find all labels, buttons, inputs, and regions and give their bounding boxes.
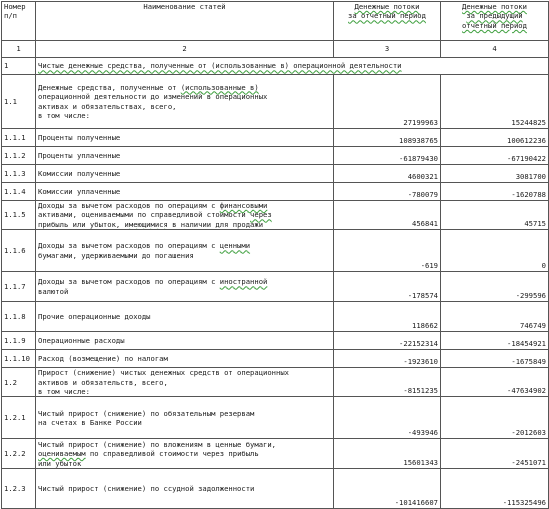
previous-period-value: -2451071 [441,439,549,469]
row-label: Денежные средства, полученные от (использованные в) операционной деятельности до изменений в операционных активах и обязательствах, всего, в том числе: [36,75,334,129]
previous-period-value: 3081700 [441,165,549,183]
header-name [36,2,334,41]
previous-period-value: 0 [441,230,549,272]
previous-period-value: -299596 [441,272,549,302]
row-label: Расход (возмещение) по налогам [36,350,334,368]
table-row [2,439,549,469]
table-row [2,368,549,397]
previous-period-value: -67190422 [441,147,549,165]
current-period-value: 118662 [334,302,441,332]
column-index-row [2,41,549,58]
row-number: 1.1.8 [2,302,36,332]
row-label: Операционные расходы [36,332,334,350]
row-label: Доходы за вычетом расходов по операциям с финансовыми активами, оцениваемыми по справедливой стоимости через прибыль или убыток, имеющимися в наличии для продажи [36,201,334,230]
row-label: Доходы за вычетом расходов по операциям с ценными бумагами, удерживаемыми до погашения [36,230,334,272]
previous-period-value: -47634902 [441,368,549,397]
row-number: 1.1.4 [2,183,36,201]
index-2: 2 [36,41,334,58]
row-number: 1.1.7 [2,272,36,302]
row-number: 1.1.10 [2,350,36,368]
header-row [2,2,549,41]
current-period-value: 456841 [334,201,441,230]
section-title-text: Чистые денежные средства, полученные от (использованные в) операционной деятельности [38,61,402,71]
row-number: 1.1.3 [2,165,36,183]
row-number: 1.1.6 [2,230,36,272]
previous-period-value: -1675849 [441,350,549,368]
header-number-text: Номер п/п [4,2,26,21]
current-period-value: -101416607 [334,469,441,509]
previous-period-value: 746749 [441,302,549,332]
previous-period-value: -18454921 [441,332,549,350]
header-prev-text: Денежные потоки за предыдущий отчетный период [462,2,527,30]
current-period-value: -22152314 [334,332,441,350]
current-period-value: -178574 [334,272,441,302]
header-current-text: Денежные потоки за отчетный период [348,2,426,21]
table-row [2,302,549,332]
section-number: 1 [2,58,36,75]
row-number: 1.1.2 [2,147,36,165]
current-period-value: -619 [334,230,441,272]
table-row [2,350,549,368]
previous-period-value: 15244825 [441,75,549,129]
header-prev [441,2,549,41]
row-label: Прочие операционные доходы [36,302,334,332]
table-row [2,147,549,165]
section-title [36,58,549,75]
index-3: 3 [334,41,441,58]
row-number: 1.1 [2,75,36,129]
previous-period-value: 100612236 [441,129,549,147]
row-label: Чистый прирост (снижение) по обязательным резервам на счетах в Банке России [36,397,334,439]
row-label: Комиссии полученные [36,165,334,183]
current-period-value: 15601343 [334,439,441,469]
previous-period-value: 45715 [441,201,549,230]
table-row [2,272,549,302]
row-label: Чистый прирост (снижение) по ссудной задолженности [36,469,334,509]
current-period-value: -493946 [334,397,441,439]
row-label: Проценты уплаченные [36,147,334,165]
current-period-value: -1923610 [334,350,441,368]
row-number: 1.2 [2,368,36,397]
table-row [2,397,549,439]
previous-period-value: -1620788 [441,183,549,201]
table-row [2,332,549,350]
current-period-value: 4600321 [334,165,441,183]
row-number: 1.2.2 [2,439,36,469]
row-label: Комиссии уплаченные [36,183,334,201]
row-number: 1.1.9 [2,332,36,350]
table-row [2,230,549,272]
previous-period-value: -115325496 [441,469,549,509]
row-label: Чистый прирост (снижение) по вложениям в ценные бумаги, оцениваемым по справедливой стоимости через прибыль или убыток [36,439,334,469]
header-name-text: Наименование статей [143,2,226,11]
header-current [334,2,441,41]
section-row [2,58,549,75]
table-row [2,183,549,201]
row-number: 1.1.5 [2,201,36,230]
index-1: 1 [2,41,36,58]
previous-period-value: -2012603 [441,397,549,439]
row-label: Доходы за вычетом расходов по операциям с иностранной валютой [36,272,334,302]
current-period-value: 27199963 [334,75,441,129]
row-number: 1.1.1 [2,129,36,147]
current-period-value: -61879430 [334,147,441,165]
cash-flow-table [1,1,549,509]
table-row [2,75,549,129]
current-period-value: -8151235 [334,368,441,397]
row-label: Проценты полученные [36,129,334,147]
index-4: 4 [441,41,549,58]
row-number: 1.2.1 [2,397,36,439]
table-row [2,201,549,230]
row-number: 1.2.3 [2,469,36,509]
row-label: Прирост (снижение) чистых денежных средств от операционных активов и обязательств, всего, в том числе: [36,368,334,397]
table-row [2,129,549,147]
current-period-value: 108938765 [334,129,441,147]
table-row [2,165,549,183]
current-period-value: -780079 [334,183,441,201]
header-number [2,2,36,41]
table-row [2,469,549,509]
